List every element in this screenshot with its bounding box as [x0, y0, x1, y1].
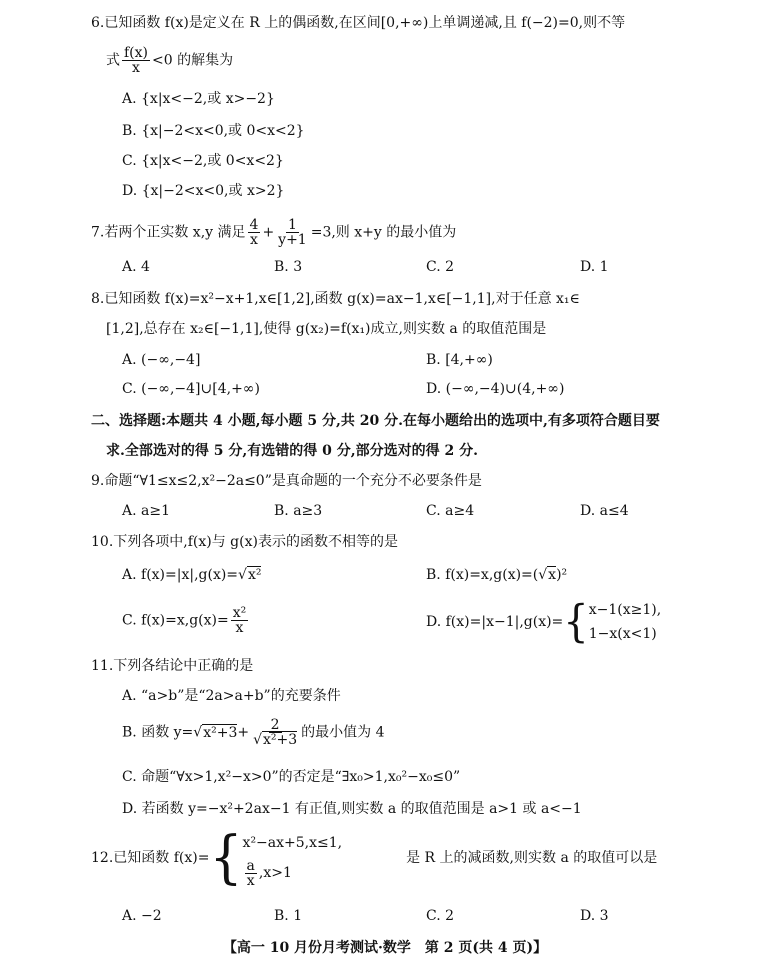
q10-b-text: B. f(x)=x,g(x)=( — [426, 567, 539, 583]
q12-stem — [91, 825, 658, 891]
q10-stem: 10.下列各项中,f(x)与 g(x)表示的函数不相等的是 — [91, 534, 398, 550]
q11-stem: 11.下列各结论中正确的是 — [91, 658, 254, 674]
q11-b-den: √x²+3 — [253, 732, 298, 748]
q12-case2-post: ,x>1 — [258, 865, 292, 881]
q10-option-a: A. f(x)=|x|,g(x)=√x² — [122, 567, 262, 583]
q8-option-c: C. (−∞,−4]∪[4,+∞) — [122, 381, 260, 397]
q11-option-c: C. 命题“∀x>1,x²−x>0”的否定是“∃x₀>1,x₀²−x₀≤0” — [122, 769, 461, 785]
q10-option-d — [426, 598, 661, 646]
q9-option-c: C. a≥4 — [426, 503, 475, 519]
q9-option-d: D. a≤4 — [580, 503, 629, 519]
q11-b-sqrt: x²+3 — [203, 724, 238, 741]
q12-case2-fraction — [245, 859, 257, 888]
q9-option-a: A. a≥1 — [122, 503, 170, 519]
q6-option-b: B. {x|−2<x<0,或 0<x<2} — [122, 123, 305, 139]
q12-option-b: B. 1 — [274, 908, 303, 924]
q12-option-c: C. 2 — [426, 908, 455, 924]
q10-d-case2: 1−x(x<1) — [588, 626, 657, 642]
q7-f2-num: 1 — [287, 217, 297, 233]
q11-b-num: 2 — [270, 717, 280, 733]
q6-stem-line2 — [106, 46, 233, 75]
q11-option-d: D. 若函数 y=−x²+2ax−1 有正值,则实数 a 的取值范围是 a>1 或 a<−1 — [122, 801, 582, 817]
q10-c-num: x² — [232, 605, 247, 621]
q7-stem — [91, 218, 456, 247]
q6-option-a: A. {x|x<−2,或 x>−2} — [122, 91, 275, 107]
q11-option-a: A. “a>b”是“2a>a+b”的充要条件 — [122, 688, 341, 704]
q11-b-den-sqrt: x²+3 — [263, 732, 298, 748]
q6-frac-num: f(x) — [124, 45, 149, 61]
q7-stem-post: =3,则 x+y 的最小值为 — [310, 224, 457, 241]
q6-stem-line1: 6.已知函数 f(x)是定义在 R 上的偶函数,在区间[0,+∞)上单调递减,且 f(−2)=0,则不等 — [91, 15, 626, 31]
q7-stem-pre: 7.若两个正实数 x,y 满足 — [91, 224, 246, 241]
q11-b-text: B. 函数 y= — [122, 724, 194, 741]
q12-option-d: D. 3 — [580, 908, 609, 924]
q10-option-c — [122, 606, 250, 635]
section2-line1: 二、选择题:本题共 4 小题,每小题 5 分,共 20 分.在每小题给出的选项中,有多项符合题目要 — [91, 413, 660, 429]
q10-d-text: D. f(x)=|x−1|,g(x)= — [426, 614, 564, 630]
q10-option-b: B. f(x)=x,g(x)=(√x)² — [426, 567, 568, 583]
q7-f1-den: x — [250, 232, 258, 248]
q7-f2-den: y+1 — [278, 232, 307, 248]
q12-case2 — [243, 858, 343, 888]
q9-option-b: B. a≥3 — [274, 503, 323, 519]
q11-b-post: 的最小值为 4 — [301, 724, 385, 741]
q10-d-brace: { — [563, 596, 589, 648]
q7-option-b: B. 3 — [274, 259, 303, 275]
q10-c-fraction — [231, 606, 249, 635]
q7-option-a: A. 4 — [122, 259, 150, 275]
q8-option-d: D. (−∞,−4)∪(4,+∞) — [426, 381, 565, 397]
q11-option-b: B. 函数 y=√x²+3+ $\frac{2}{\text{√x²+3}}$ 的最小值为 4 — [122, 717, 385, 748]
q6-stem-post: <0 的解集为 — [152, 52, 234, 69]
q7-plus: + — [262, 224, 275, 241]
q10-d-cases — [589, 598, 661, 646]
q8-stem-line1: 8.已知函数 f(x)=x²−x+1,x∈[1,2],函数 g(x)=ax−1,x∈[−1,1],对于任意 x₁∈ — [91, 291, 580, 307]
q6-stem-pre: 式 — [106, 52, 120, 69]
q7-option-d: D. 1 — [580, 259, 609, 275]
q12-case2-num: a — [246, 857, 255, 874]
q12-case2-den: x — [246, 872, 255, 889]
q12-brace: { — [209, 825, 243, 891]
q6-frac-den: x — [132, 60, 140, 76]
section2-line2: 求.全部选对的得 5 分,有选错的得 0 分,部分选对的得 2 分. — [106, 443, 478, 459]
q6-fraction — [122, 46, 150, 75]
q10-a-sqrt: x² — [247, 567, 262, 583]
q9-stem: 9.命题“∀1≤x≤2,x²−2a≤0”是真命题的一个充分不必要条件是 — [91, 473, 482, 489]
page-footer: 【高一 10 月份月考测试·数学 第 2 页(共 4 页)】 — [222, 940, 548, 956]
q11-b-fraction — [251, 718, 299, 747]
q10-c-den: x — [235, 620, 244, 636]
q8-option-b: B. [4,+∞) — [426, 352, 493, 368]
q10-b-post: )² — [556, 567, 568, 583]
q10-d-case1: x−1(x≥1), — [588, 602, 662, 618]
q7-fraction-2 — [276, 218, 309, 247]
q10-c-text: C. f(x)=x,g(x)= — [122, 612, 229, 629]
q12-option-a: A. −2 — [122, 908, 162, 924]
q12-cases — [243, 828, 343, 888]
q6-option-d: D. {x|−2<x<0,或 x>2} — [122, 183, 285, 199]
q11-b-plus: + — [237, 724, 250, 741]
q8-option-a: A. (−∞,−4] — [122, 352, 201, 368]
q7-fraction-1 — [248, 218, 261, 247]
q7-f1-num: 4 — [249, 217, 259, 233]
q8-stem-line2: [1,2],总存在 x₂∈[−1,1],使得 g(x₂)=f(x₁)成立,则实数 a 的取值范围是 — [106, 321, 547, 337]
q12-stem-post: 是 R 上的减函数,则实数 a 的取值可以是 — [406, 850, 658, 866]
q12-stem-pre: 12.已知函数 f(x)= — [91, 850, 210, 866]
q7-option-c: C. 2 — [426, 259, 455, 275]
q10-b-sqrt: x — [548, 567, 557, 583]
q12-case1: x²−ax+5,x≤1, — [242, 835, 343, 851]
q6-option-c: C. {x|x<−2,或 0<x<2} — [122, 153, 284, 169]
q10-a-text: A. f(x)=|x|,g(x)= — [122, 567, 239, 583]
